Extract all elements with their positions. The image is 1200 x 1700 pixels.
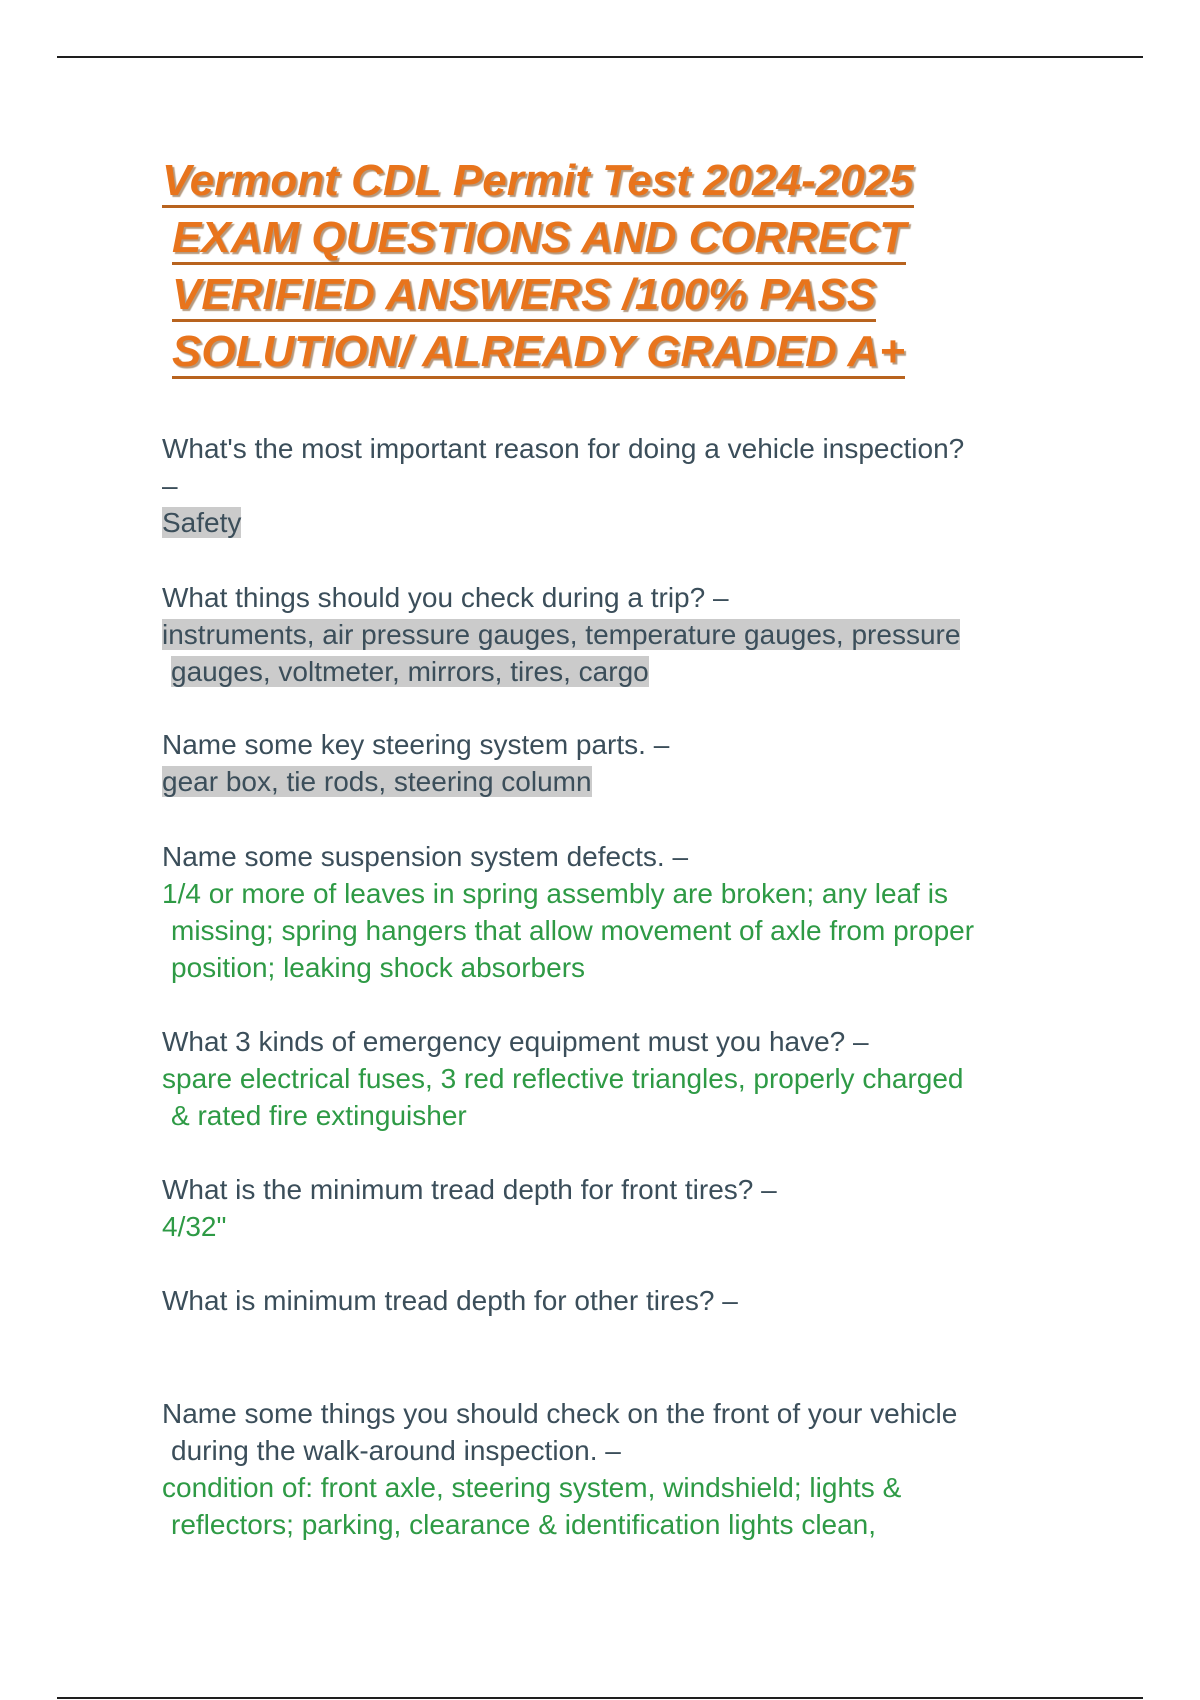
answer: 1/4 or more of leaves in spring assembly are broken; any leaf is missing; spring hangers that allow movement of axle from proper position; leaking shock absorbers xyxy=(162,878,975,983)
answer: condition of: front axle, steering system, windshield; lights & reflectors; parking, clearance & identification lights clean, xyxy=(162,1472,902,1540)
question: What is the minimum tread depth for front tires? – xyxy=(162,1174,777,1205)
question: Name some suspension system defects. – xyxy=(162,841,689,872)
top-rule xyxy=(57,56,1143,58)
question: What 3 kinds of emergency equipment must you have? – xyxy=(162,1026,869,1057)
qa-item xyxy=(162,1171,1112,1245)
question: Name some things you should check on the front of your vehicle during the walk-around inspection. – xyxy=(162,1398,958,1466)
title-line: SOLUTION/ ALREADY GRADED A+ xyxy=(162,323,1062,380)
title-line: Vermont CDL Permit Test 2024-2025 xyxy=(162,152,1062,209)
document-title xyxy=(162,152,1062,380)
qa-item xyxy=(162,838,1112,986)
answer: Safety xyxy=(162,507,242,538)
answer: instruments, air pressure gauges, temperature gauges, pressure gauges, voltmeter, mirrors, tires, cargo xyxy=(162,619,961,687)
answer: 4/32" xyxy=(162,1211,227,1242)
qa-item xyxy=(162,430,1112,541)
bottom-rule xyxy=(57,1697,1143,1699)
question: Name some key steering system parts. – xyxy=(162,729,670,760)
qa-item xyxy=(162,579,1112,690)
qa-item xyxy=(162,1282,1112,1319)
answer: gear box, tie rods, steering column xyxy=(162,766,592,797)
question: What is minimum tread depth for other tires? – xyxy=(162,1285,738,1316)
question: What things should you check during a trip? – xyxy=(162,582,729,613)
question: What's the most important reason for doing a vehicle inspection? – xyxy=(162,433,965,501)
qa-item xyxy=(162,1395,1112,1543)
answer: spare electrical fuses, 3 red reflective triangles, properly charged & rated fire extinguisher xyxy=(162,1063,964,1131)
title-line: VERIFIED ANSWERS /100% PASS xyxy=(162,266,1062,323)
qa-item xyxy=(162,726,1112,800)
title-line: EXAM QUESTIONS AND CORRECT xyxy=(162,209,1062,266)
qa-item xyxy=(162,1023,1112,1134)
